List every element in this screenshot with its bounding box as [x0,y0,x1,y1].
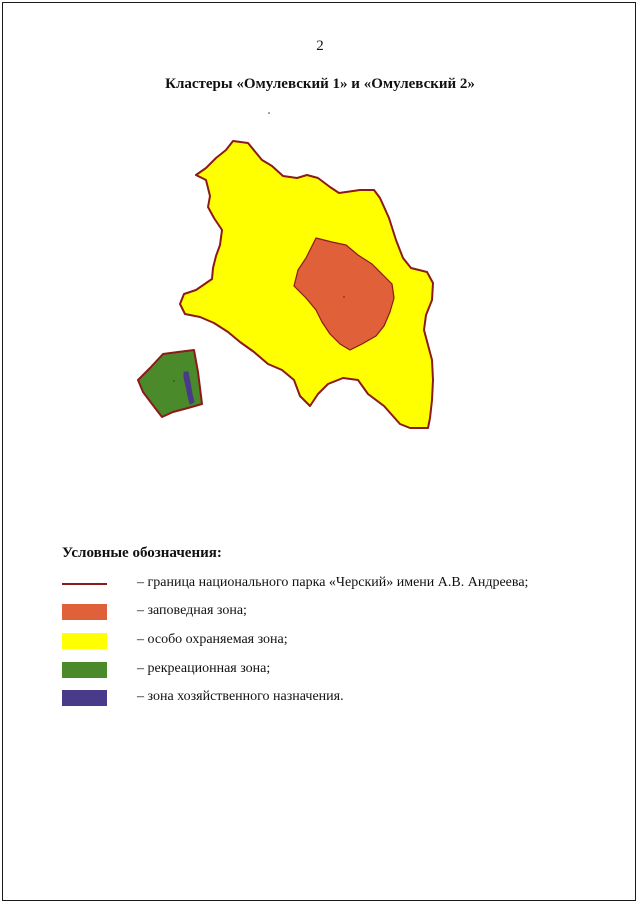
legend-item-specially-protected [62,632,107,650]
legend-label-boundary: – граница национального парка «Черский» имени А.В. Андреева; [137,575,529,590]
legend-label-reserve: – заповедная зона; [137,603,247,618]
legend-item-boundary [62,575,107,593]
page-number: 2 [316,38,324,54]
legend-label-economic: – зона хозяйственного назначения. [137,689,344,704]
legend-item-reserve [62,603,107,621]
map-dot [343,296,345,298]
legend-label-specially-protected: – особо охраняемая зона; [137,632,288,647]
legend-label-recreation: – рекреационная зона; [137,661,271,676]
map-dot [268,112,270,114]
legend-swatch-recreation [62,662,107,678]
legend-title: Условные обозначения: [62,545,222,561]
legend-item-economic [62,689,107,707]
legend-swatch-reserve [62,604,107,620]
cluster-omulevsky-2-recreation-zone [138,350,202,417]
legend-swatch-boundary [62,583,107,585]
legend-swatch-economic [62,690,107,706]
map-title: Кластеры «Омулевский 1» и «Омулевский 2» [165,76,475,92]
legend-swatch-specially-protected [62,633,107,649]
legend-item-recreation [62,661,107,679]
map-dot [173,380,175,382]
